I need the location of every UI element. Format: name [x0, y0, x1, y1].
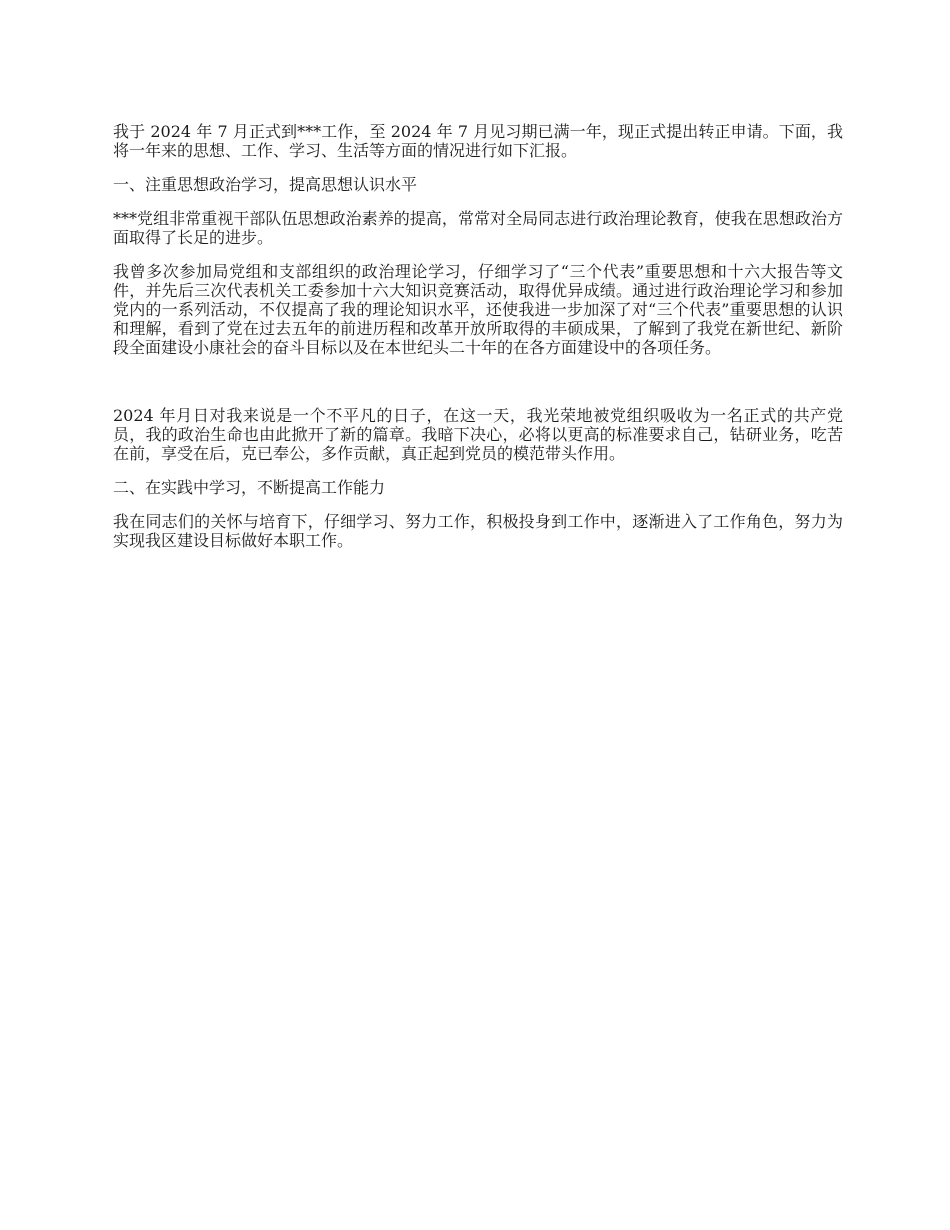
- section-heading-1: 一、注重思想政治学习，提高思想认识水平: [113, 175, 418, 194]
- section-heading-2: 二、在实践中学习，不断提高工作能力: [113, 478, 386, 497]
- paragraph-party-group: ***党组非常重视干部队伍思想政治素养的提高，常常对全局同志进行政治理论教育，使我在思想政治方面取得了长足的进步。: [113, 209, 843, 247]
- paragraph-intro: 我于 2024 年 7 月正式到***工作，至 2024 年 7 月见习期已满一年，现正式提出转正申请。下面，我将一年来的思想、工作、学习、生活等方面的情况进行如下汇报。: [113, 122, 843, 160]
- document-body: [113, 122, 843, 565]
- paragraph-theory-study: 我曾多次参加局党组和支部组织的政治理论学习，仔细学习了“三个代表”重要思想和十六大报告等文件，并先后三次代表机关工委参加十六大知识竞赛活动，取得优异成绩。通过进行政治理论学习和参加党内的一系列活动，不仅提高了我的理论知识水平，还使我进一步加深了对“三个代表”重要思想的认识和理解，看到了党在过去五年的前进历程和改革开放所取得的丰硕成果，了解到了我党在新世纪、新阶段全面建设小康社会的奋斗目标以及在本世纪头二十年的在各方面建设中的各项任务。: [113, 262, 843, 357]
- paragraph-gap: [113, 372, 843, 406]
- paragraph-work-practice: 我在同志们的关怀与培育下，仔细学习、努力工作，积极投身到工作中，逐渐进入了工作角色，努力为实现我区建设目标做好本职工作。: [113, 512, 843, 550]
- paragraph-party-member: 2024 年月日对我来说是一个不平凡的日子，在这一天，我光荣地被党组织吸收为一名正式的共产党员，我的政治生命也由此掀开了新的篇章。我暗下决心，必将以更高的标准要求自己，钻研业务，吃苦在前，享受在后，克已奉公，多作贡献，真正起到党员的模范带头作用。: [113, 406, 843, 463]
